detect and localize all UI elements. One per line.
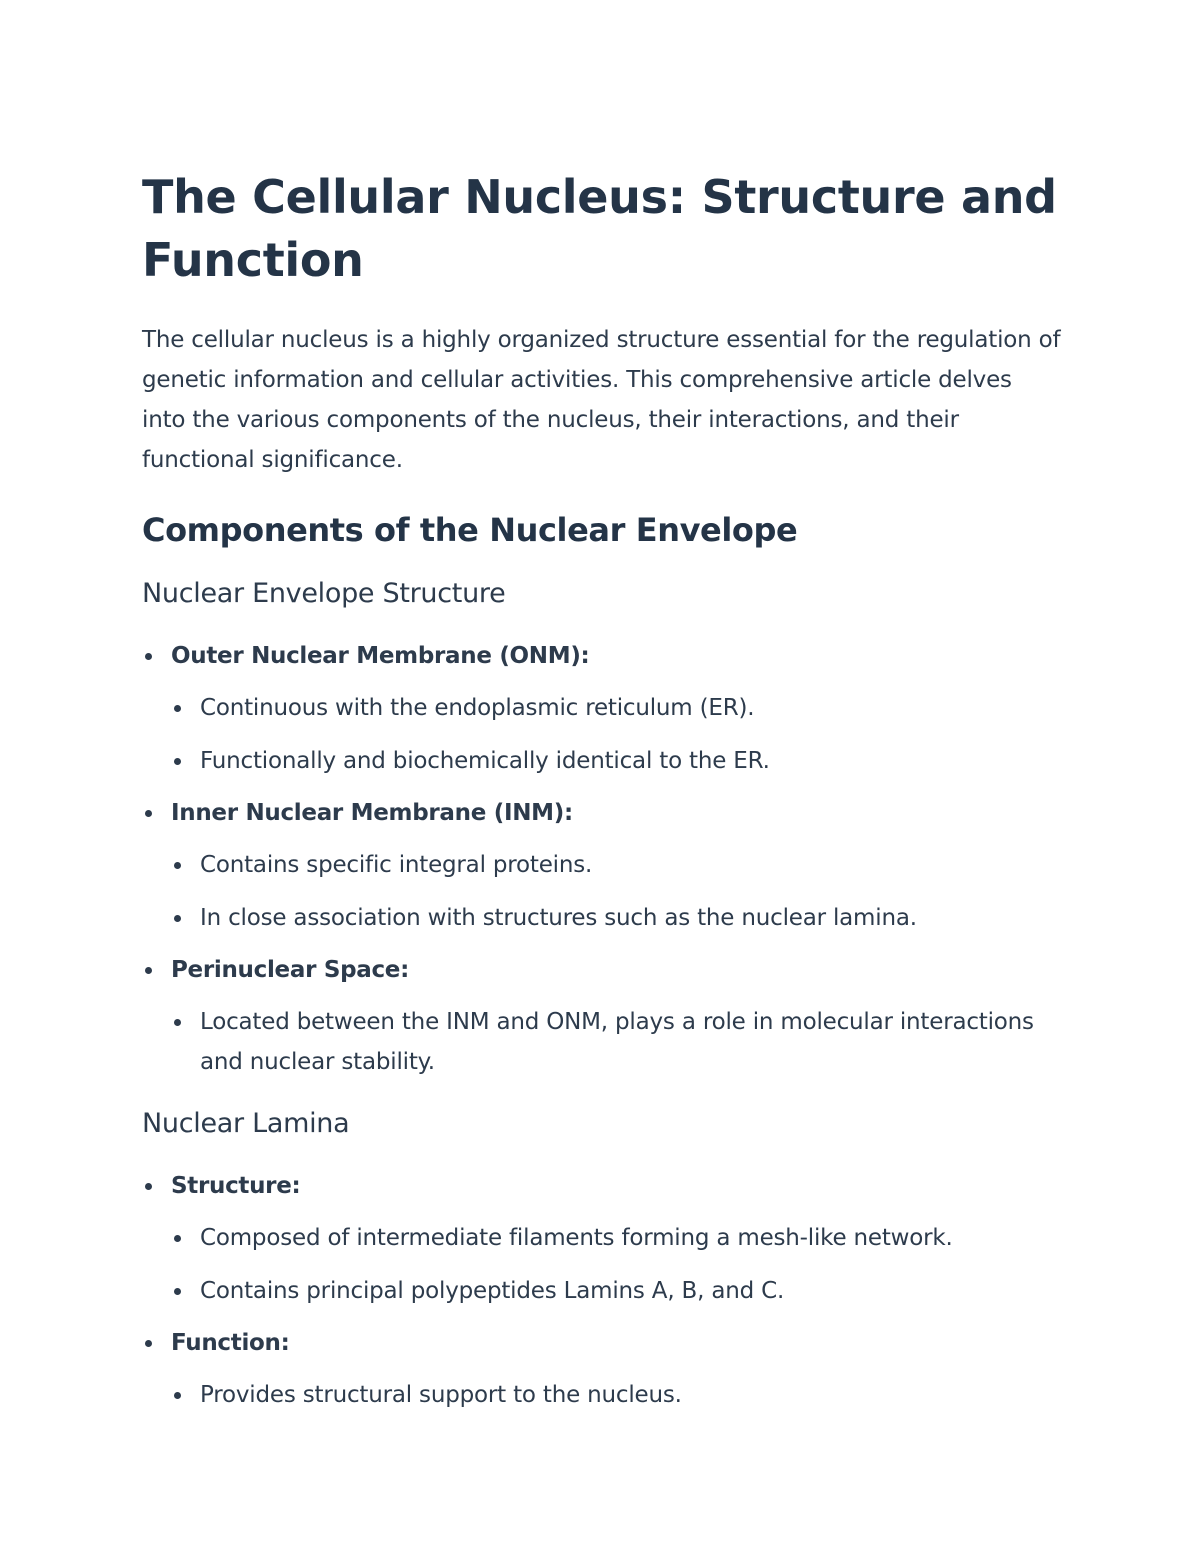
item-term: Outer Nuclear Membrane (ONM): [171, 643, 590, 669]
sub-item-text: Provides structural support to the nucleus. [200, 1382, 682, 1408]
bullet-icon [174, 758, 181, 765]
item-term: Perinuclear Space: [171, 957, 409, 983]
sub-item-text: Contains principal polypeptides Lamins A, B, and C. [200, 1278, 785, 1304]
sub-list [171, 1002, 1062, 1082]
sub-list [171, 688, 1062, 781]
sub-item-text: Functionally and biochemically identical to the ER. [200, 748, 770, 774]
sub-list [171, 845, 1062, 938]
bullet-icon [174, 705, 181, 712]
sub-list-item [171, 1218, 1062, 1258]
intro-paragraph: The cellular nucleus is a highly organized structure essential for the regulation of genetic information and cellular activities. This comprehensive article delves into the various components of the nucleus, their interactions, and their functional significance. [142, 327, 1061, 473]
bullet-icon [145, 1183, 152, 1190]
list-item [142, 636, 1062, 781]
bullet-icon [145, 810, 152, 817]
subsection-heading-envelope-structure: Nuclear Envelope Structure [142, 578, 506, 609]
sub-list [171, 1375, 1062, 1415]
item-term: Inner Nuclear Membrane (INM): [171, 800, 573, 826]
bullet-icon [145, 1340, 152, 1347]
bullet-icon [174, 1019, 181, 1026]
bullet-icon [174, 862, 181, 869]
bullet-icon [174, 915, 181, 922]
sub-item-text: In close association with structures such as the nuclear lamina. [200, 905, 917, 931]
sub-list-item [171, 898, 1062, 938]
document-page [142, 166, 1062, 1415]
sub-list-item [171, 741, 1062, 781]
sub-list-item [171, 688, 1062, 728]
section-heading: Components of the Nuclear Envelope [142, 511, 798, 549]
sub-item-text: Contains specific integral proteins. [200, 852, 593, 878]
bullet-icon [174, 1288, 181, 1295]
item-term: Structure: [171, 1173, 301, 1199]
page-title: The Cellular Nucleus: Structure and Function [142, 170, 1057, 287]
sub-list-item [171, 1271, 1062, 1311]
nuclear-lamina-list [142, 1166, 1062, 1415]
list-item [142, 793, 1062, 938]
item-term: Function: [171, 1330, 290, 1356]
sub-list-item [171, 1002, 1062, 1082]
sub-item-text: Composed of intermediate filaments forming a mesh-like network. [200, 1225, 953, 1251]
envelope-structure-list [142, 636, 1062, 1082]
bullet-icon [145, 653, 152, 660]
bullet-icon [145, 967, 152, 974]
sub-item-text: Located between the INM and ONM, plays a role in molecular interactions and nuclear stability. [200, 1009, 1034, 1075]
list-item [142, 950, 1062, 1082]
sub-list [171, 1218, 1062, 1311]
sub-item-text: Continuous with the endoplasmic reticulum (ER). [200, 695, 755, 721]
sub-list-item [171, 845, 1062, 885]
subsection-heading-nuclear-lamina: Nuclear Lamina [142, 1108, 350, 1139]
list-item [142, 1323, 1062, 1415]
bullet-icon [174, 1235, 181, 1242]
list-item [142, 1166, 1062, 1311]
bullet-icon [174, 1392, 181, 1399]
sub-list-item [171, 1375, 1062, 1415]
